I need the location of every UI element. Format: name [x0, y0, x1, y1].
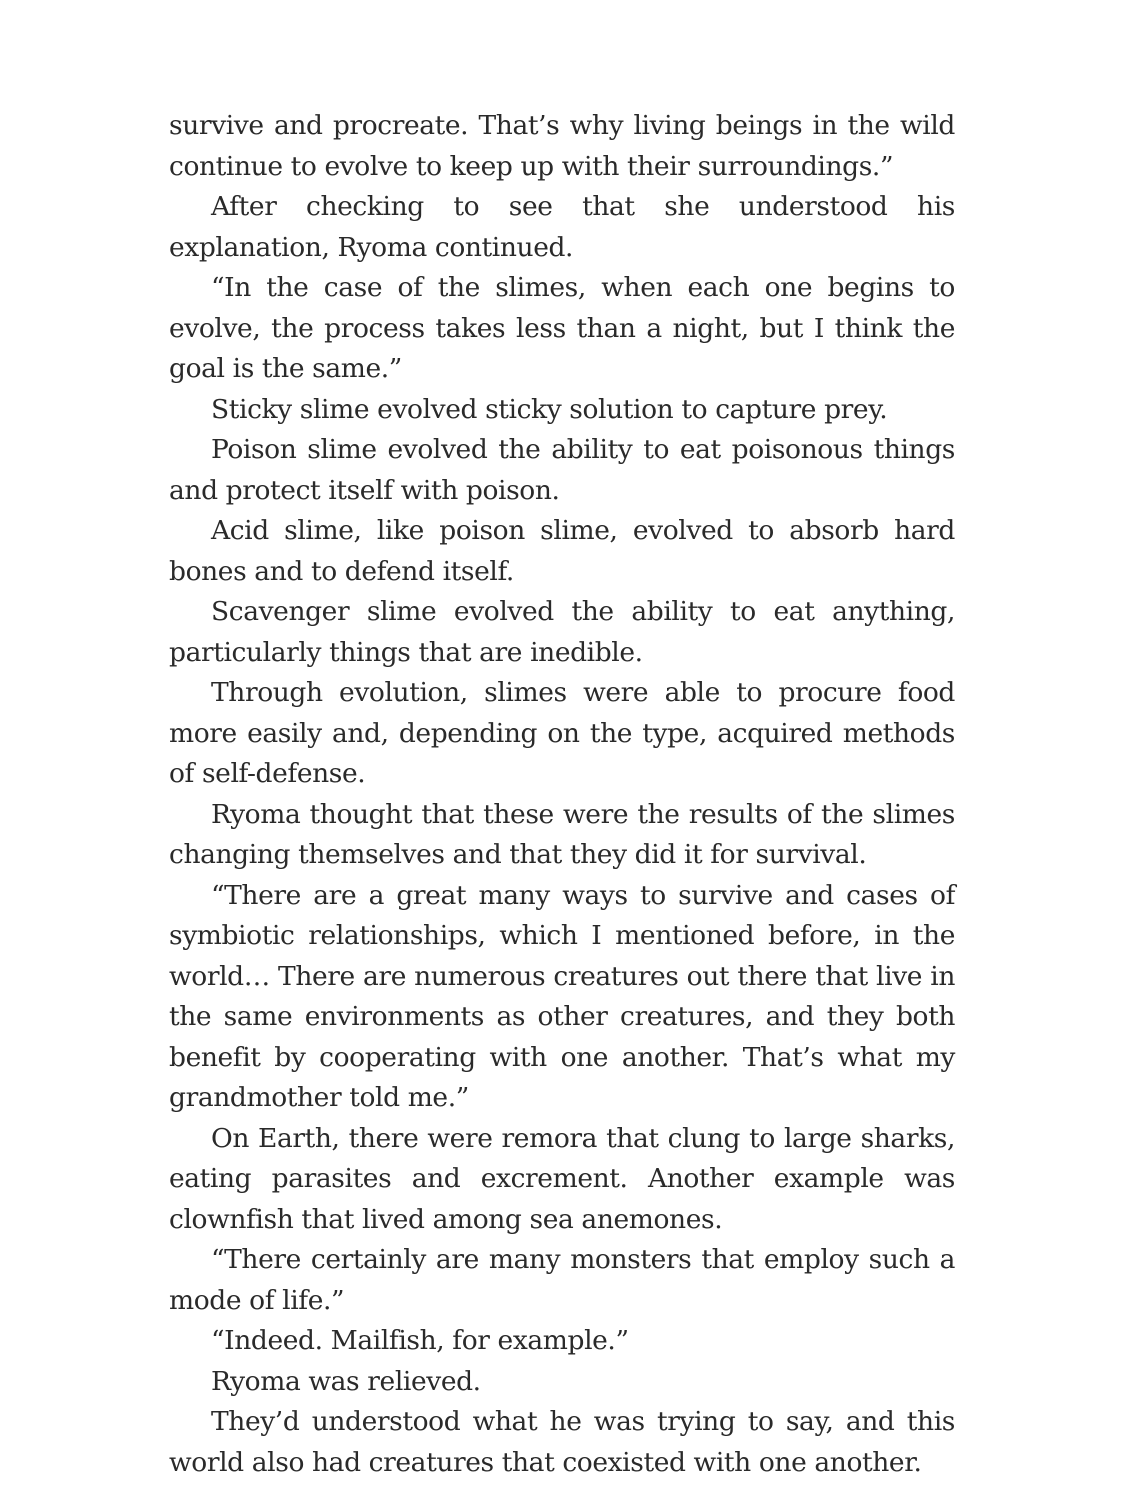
paragraph: Poison slime evolved the ability to eat poisonous things and protect itself with poison.	[169, 434, 955, 506]
paragraph: After checking to see that she understood his explanation, Ryoma continued.	[169, 191, 955, 263]
paragraph: Acid slime, like poison slime, evolved to absorb hard bones and to defend itself.	[169, 515, 955, 587]
paragraph: On Earth, there were remora that clung to large sharks, eating parasites and excrement. Another example was clownfish that lived among sea anemones.	[169, 1122, 955, 1235]
paragraph: Through evolution, slimes were able to procure food more easily and, depending on the type, acquired methods of self-defense.	[169, 677, 955, 789]
book-page	[169, 106, 955, 1483]
paragraph: “There certainly are many monsters that employ such a mode of life.”	[169, 1244, 955, 1316]
paragraph-continuation: survive and procreate. That’s why living beings in the wild continue to evolve to keep up with their surroundings.”	[169, 110, 955, 182]
paragraph: They’d understood what he was trying to say, and this world also had creatures that coexisted with one another.	[169, 1406, 955, 1478]
paragraph: Scavenger slime evolved the ability to eat anything, particularly things that are inedible.	[169, 596, 955, 668]
paragraph: Sticky slime evolved sticky solution to capture prey.	[211, 393, 888, 425]
paragraph: Ryoma was relieved.	[211, 1365, 481, 1397]
paragraph: “There are a great many ways to survive and cases of symbiotic relationships, which I mentioned before, in the world… There are numerous creatures out there that live in the same environments as other creatures, and they both benefit by cooperating with one another. That’s what my grandmother told me.”	[169, 879, 955, 1113]
paragraph: Ryoma thought that these were the results of the slimes changing themselves and that they did it for survival.	[169, 798, 955, 870]
paragraph: “In the case of the slimes, when each one begins to evolve, the process takes less than a night, but I think the goal is the same.”	[169, 272, 955, 384]
paragraph: “Indeed. Mailfish, for example.”	[211, 1325, 629, 1356]
